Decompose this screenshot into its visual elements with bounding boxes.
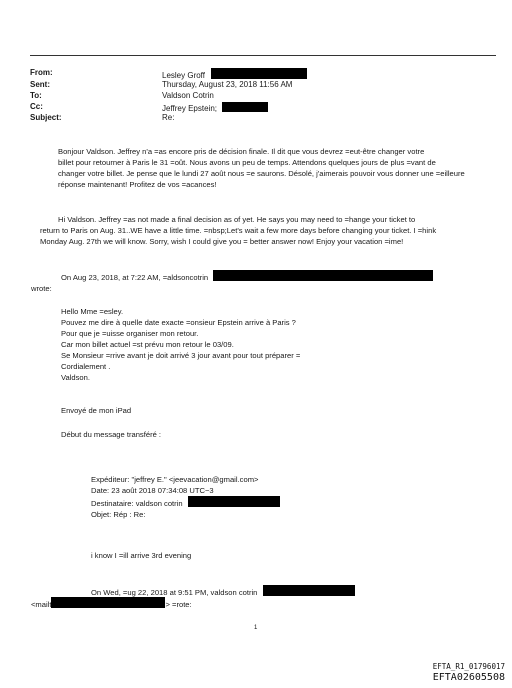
reply-line: i know I =ill arrive 3rd evening — [91, 551, 192, 560]
wrote-label: wrote: — [31, 284, 52, 293]
quote-intro-text: On Aug 23, 2018, at 7:22 AM, =aldsoncotrin — [61, 273, 209, 282]
text-line: Cordialement . — [61, 362, 111, 371]
cc-value: Jeffrey Epstein; — [162, 104, 217, 113]
last-quote-text: On Wed, =ug 22, 2018 at 9:51 PM, valdson cotrin — [91, 588, 258, 597]
english-paragraph — [40, 214, 437, 247]
text-line: Hi Valdson. Jeffrey =as not made a final decision as of yet. He says you may need to =hange your ticket to — [58, 215, 416, 224]
text-line: Valdson. — [61, 373, 90, 382]
fwd-sender: Expéditeur: "jeffrey E." <jeevacation@gmail.com> — [91, 475, 259, 484]
text-line: billet pour retourner à Paris le 31 =oût. Nous avons un peu de temps. Attendons quelques jours de plus =vant de — [58, 158, 436, 167]
sent-label: Sent: — [30, 80, 50, 89]
cc-label: Cc: — [30, 102, 43, 111]
to-value: Valdson Cotrin — [162, 91, 214, 100]
fwd-subject: Objet: Rép : Re: — [91, 510, 146, 519]
page-number: 1 — [254, 625, 258, 631]
from-label: From: — [30, 68, 53, 77]
forwarded-headers — [91, 474, 280, 520]
redaction-bar — [213, 270, 433, 281]
from-value: Lesley Groff — [162, 71, 205, 80]
bates-number-secondary: EFTA02605508 — [432, 672, 505, 683]
sent-value: Thursday, August 23, 2018 11:56 AM — [162, 80, 293, 89]
text-line: réponse maintenant! Profitez de vos =acances! — [58, 180, 217, 189]
quoted-message — [61, 306, 300, 383]
quote-intro — [61, 270, 433, 283]
redaction-bar — [188, 496, 280, 507]
text-line: Monday Aug. 27th we will know. Sorry, wish I could give you = better answer now! Enjoy your vacation =ime! — [40, 237, 404, 246]
subject-label: Subject: — [30, 113, 62, 122]
mailto-suffix: > =rote: — [165, 600, 192, 609]
fwd-date: Date: 23 août 2018 07:34:08 UTC−3 — [91, 486, 214, 495]
forward-header: Début du message transféré : — [61, 430, 162, 439]
text-line: Pouvez me dire à quelle date exacte =onsieur Epstein arrive à Paris ? — [61, 318, 296, 327]
text-line: Hello Mme =esley. — [61, 307, 124, 316]
mailto-prefix: <mailt — [31, 600, 52, 609]
redaction-bar — [222, 102, 268, 112]
text-line: Se Monsieur =rrive avant je doit arrivé 3 jour avant pour tout préparer = — [61, 351, 301, 360]
text-line: Car mon billet actuel =st prévu mon retour le 03/09. — [61, 340, 234, 349]
fwd-recipient: Destinataire: valdson cotrin — [91, 499, 183, 508]
header-top-rule — [30, 55, 496, 56]
mailto-line — [31, 597, 192, 610]
bates-number-primary: EFTA_R1_01796017 — [432, 662, 505, 671]
text-line: changer votre billet. Je pense que le lundi 27 août nous =e saurons. Désolé, j'aimerais pouvoir vous donner une =eilleure — [58, 169, 465, 178]
french-paragraph — [58, 146, 465, 190]
redaction-bar — [211, 68, 307, 79]
to-label: To: — [30, 91, 42, 100]
text-line: Pour que je =uisse organiser mon retour. — [61, 329, 199, 338]
text-line: Bonjour Valdson. Jeffrey n'a =as encore pris de décision finale. Il dit que vous devrez =eut-être changer votre — [58, 147, 425, 156]
text-line: return to Paris on Aug. 31..WE have a little time. =nbsp;Let's wait a few more days before changing your ticket. I =hink — [40, 226, 437, 235]
redaction-bar — [263, 585, 355, 596]
subject-value: Re: — [162, 113, 175, 122]
sent-from-line: Envoyé de mon iPad — [61, 406, 132, 415]
redaction-bar — [51, 597, 165, 608]
